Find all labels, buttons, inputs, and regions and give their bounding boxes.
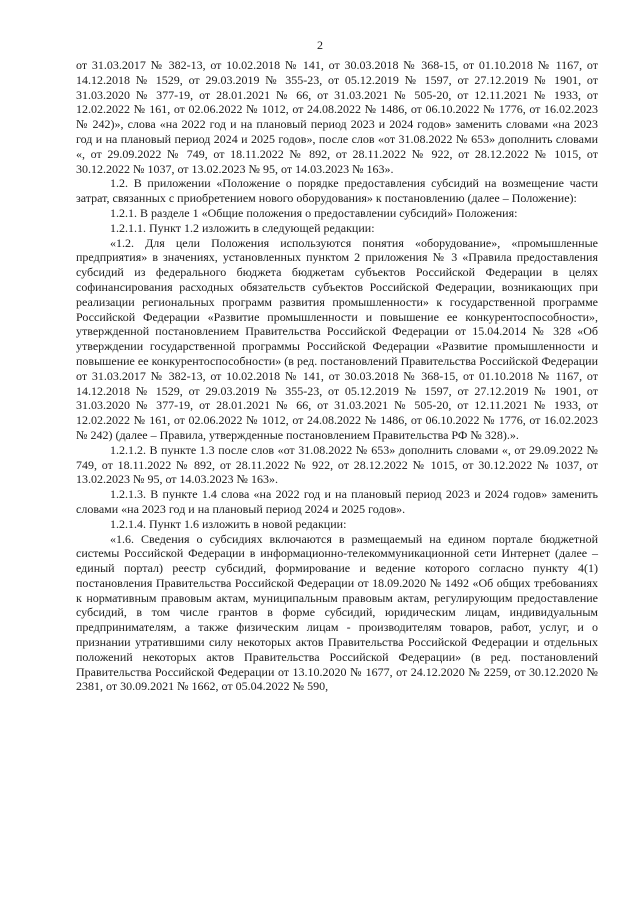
paragraph-1-2-1-2: 1.2.1.2. В пункте 1.3 после слов «от 31.08.2022 № 653» дополнить словами «, от 29.09.2022 № 749, от 18.11.2022 № 892, от 28.11.2022 № 922, от 28.12.2022 № 1015, от 30.12.2022 № 1037, от 13.02.2023 № 95, от 14.03.2023 № 163». <box>76 442 598 487</box>
paragraph-1-2-1-4: 1.2.1.4. Пункт 1.6 изложить в новой редакции: <box>110 516 347 531</box>
paragraph-quote-1-2: «1.2. Для цели Положения используются понятия «оборудование», «промышленные предприятия» в значениях, установленных пунктом 2 приложения № 3 «Правила предоставления субсидий из федерального бюджета бюджетам субъектов Российской Федерации в целях софинансирования расходных обязательств субъектов Российской Федерации, возникающих при реализации региональных программ развития промышленности» к государственной программе Российской Федерации «Развитие промышленности и повышение ее конкурентоспособности», утвержденной постановлением Правительства Российской Федерации от 15.04.2014 № 328 «Об утверждении государственной программы Российской Федерации «Развитие промышленности и повышение ее конкурентоспособности» (в ред. постановлений Правительства Российской Федерации от 31.03.2017 № 382-13, от 10.02.2018 № 141, от 30.03.2018 № 368-15, от 01.10.2018 № 1167, от 14.12.2018 № 1529, от 29.03.2019 № 355-23, от 05.12.2019 № 1597, от 27.12.2019 № 1901, от 31.03.2020 № 377-19, от 28.01.2021 № 66, от 31.03.2021 № 505-20, от 12.11.2021 № 1933, от 12.02.2022 № 161, от 02.06.2022 № 1012, от 24.08.2022 № 1486, от 06.10.2022 № 1776, от 16.02.2023 № 242) (далее – Правила, утвержденные постановлением Правительства РФ № 328).». <box>76 235 598 442</box>
paragraph-1-2-1-1: 1.2.1.1. Пункт 1.2 изложить в следующей редакции: <box>110 220 375 235</box>
paragraph-continuation: от 31.03.2017 № 382-13, от 10.02.2018 № 141, от 30.03.2018 № 368-15, от 01.10.2018 № 1167, от 14.12.2018 № 1529, от 29.03.2019 № 355-23, от 05.12.2019 № 1597, от 27.12.2019 № 1901, от 31.03.2020 № 377-19, от 28.01.2021 № 66, от 31.03.2021 № 505-20, от 12.11.2021 № 1933, от 12.02.2022 № 161, от 02.06.2022 № 1012, от 24.08.2022 № 1486, от 06.10.2022 № 1776, от 16.02.2023 № 242)», слова «на 2022 год и на плановый период 2023 и 2024 годов» заменить словами «на 2023 год и на плановый период 2024 и 2025 годов», после слов «от 31.08.2022 № 653» дополнить словами «, от 29.09.2022 № 749, от 18.11.2022 № 892, от 28.11.2022 № 922, от 28.12.2022 № 1015, от 30.12.2022 № 1037, от 13.02.2023 № 95, от 14.03.2023 № 163». <box>76 58 598 176</box>
page-number: 2 <box>317 38 323 52</box>
document-body <box>76 58 598 694</box>
paragraph-1-2-1: 1.2.1. В разделе 1 «Общие положения о предоставлении субсидий» Положения: <box>110 205 518 220</box>
paragraph-1-2: 1.2. В приложении «Положение о порядке предоставления субсидий на возмещение части затрат, связанных с приобретением нового оборудования» к постановлению (далее – Положение): <box>76 176 598 206</box>
paragraph-quote-1-6: «1.6. Сведения о субсидиях включаются в размещаемый на едином портале бюджетной системы Российской Федерации в информационно-телекоммуникационной сети Интернет (далее – единый портал) реестр субсидий, формирование и ведение которого согласно пункту 4(1) постановления Правительства Российской Федерации от 18.09.2020 № 1492 «Об общих требованиях к нормативным правовым актам, муниципальным правовым актам, регулирующим предоставление субсидий, в том числе грантов в форме субсидий, юридическим лицам, индивидуальным предпринимателям, а также физическим лицам - производителям товаров, работ, услуг, и о признании утратившими силу некоторых актов Правительства Российской Федерации и отдельных положений некоторых актов Правительства Российской Федерации» (в ред. постановлений Правительства Российской Федерации от 13.10.2020 № 1677, от 24.12.2020 № 2259, от 30.12.2020 № 2381, от 30.09.2021 № 1662, от 05.04.2022 № 590, <box>76 531 598 694</box>
paragraph-1-2-1-3: 1.2.1.3. В пункте 1.4 слова «на 2022 год и на плановый период 2023 и 2024 годов» заменить словами «на 2023 год и на плановый период 2024 и 2025 годов». <box>76 487 598 516</box>
